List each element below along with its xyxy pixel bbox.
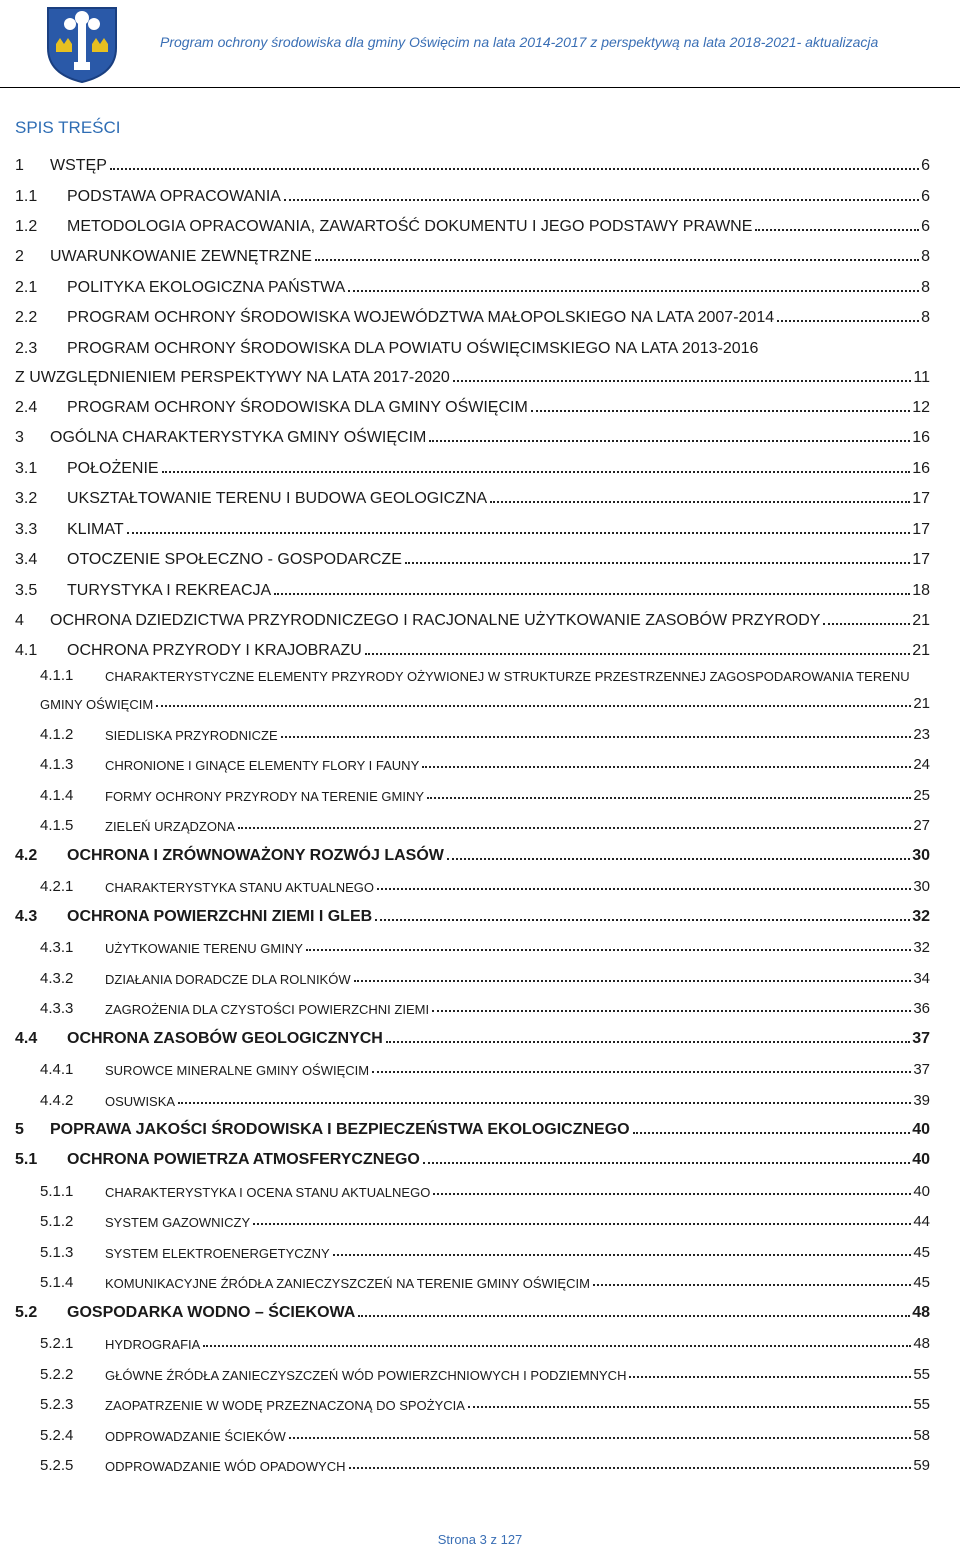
header-divider bbox=[0, 87, 960, 88]
toc-entry-number: 4.2 bbox=[15, 846, 38, 864]
toc-entry-title: UWARUNKOWANIE ZEWNĘTRZNE bbox=[50, 248, 312, 265]
toc-entry[interactable] bbox=[15, 1444, 930, 1475]
toc-entry-page: 39 bbox=[913, 1091, 930, 1109]
dot-leader bbox=[377, 887, 911, 890]
toc-entry[interactable] bbox=[15, 1048, 930, 1079]
toc-entry-page: 58 bbox=[913, 1426, 930, 1444]
toc-entry-title: ODPROWADZANIE ŚCIEKÓW bbox=[105, 1428, 286, 1444]
toc-entry-page: 24 bbox=[913, 756, 930, 773]
toc-entry-title: METODOLOGIA OPRACOWANIA, ZAWARTOŚĆ DOKUMENTU I JEGO PODSTAWY PRAWNE bbox=[67, 218, 753, 235]
toc-entry-number: 2.1 bbox=[15, 278, 38, 296]
dot-leader bbox=[289, 1436, 912, 1439]
toc-entry-page: 55 bbox=[913, 1365, 930, 1383]
toc-entry-title: OTOCZENIE SPOŁECZNO - GOSPODARCZE bbox=[67, 551, 402, 568]
toc-entry-page: 44 bbox=[913, 1213, 930, 1230]
toc-entry[interactable] bbox=[15, 743, 930, 774]
dot-leader bbox=[284, 198, 919, 201]
toc-entry-number: 4.3.3 bbox=[40, 1000, 74, 1017]
dot-leader bbox=[156, 704, 911, 707]
dot-leader bbox=[777, 319, 919, 322]
toc-entry-title: HYDROGRAFIA bbox=[105, 1337, 201, 1352]
toc-entry-number: 4.1 bbox=[15, 642, 38, 659]
toc-entry-title: SIEDLISKA PRZYRODNICZE bbox=[105, 727, 278, 743]
toc-entry-number: 5.2.4 bbox=[40, 1426, 74, 1444]
dot-leader bbox=[333, 1253, 912, 1256]
toc-entry-number: 3.5 bbox=[15, 581, 38, 599]
toc-entry-title: OCHRONA I ZRÓWNOWAŻONY ROZWÓJ LASÓW bbox=[67, 846, 444, 864]
toc-entry-number: 2.4 bbox=[15, 399, 38, 416]
toc-entry-title: PROGRAM OCHRONY ŚRODOWISKA WOJEWÓDZTWA MAŁOPOLSKIEGO NA LATA 2007-2014 bbox=[67, 309, 775, 326]
toc-entry-title: POLITYKA EKOLOGICZNA PAŃSTWA bbox=[67, 278, 346, 296]
toc-entry-page: 48 bbox=[912, 1303, 930, 1321]
document-title: Program ochrony środowiska dla gminy Oświęcim na lata 2014-2017 z perspektywą na lata 2018-2021- aktualizacja bbox=[160, 34, 879, 50]
toc-entry[interactable] bbox=[15, 569, 930, 600]
dot-leader bbox=[253, 1222, 911, 1225]
toc-entry-page: 34 bbox=[913, 969, 930, 987]
toc-entry[interactable] bbox=[15, 1413, 930, 1444]
toc-entry-page: 6 bbox=[921, 187, 930, 205]
toc-entry-page: 40 bbox=[913, 1182, 930, 1200]
toc-entry-page: 37 bbox=[912, 1029, 930, 1047]
dot-leader bbox=[110, 167, 919, 170]
toc-entry-page: 32 bbox=[913, 939, 930, 956]
toc-entry-title: OGÓLNA CHARAKTERYSTYKA GMINY OŚWIĘCIM bbox=[50, 429, 427, 446]
toc-entry-number: 1 bbox=[15, 157, 24, 174]
toc-entry-title-continued: GMINY OŚWIĘCIM bbox=[40, 697, 154, 712]
toc-entry[interactable] bbox=[15, 1078, 930, 1109]
dot-leader bbox=[349, 1466, 912, 1469]
toc-entry[interactable] bbox=[15, 1200, 930, 1231]
toc-entry-page: 37 bbox=[913, 1061, 930, 1078]
toc-entry[interactable] bbox=[15, 236, 930, 266]
toc-entry-title: DZIAŁANIA DORADCZE DLA ROLNIKÓW bbox=[105, 971, 351, 987]
toc-entry[interactable] bbox=[15, 956, 930, 987]
toc-entry[interactable] bbox=[15, 926, 930, 957]
toc-entry-title-continued: Z UWZGLĘDNIENIEM PERSPEKTYWY NA LATA 2017-2020 bbox=[15, 368, 450, 386]
toc-entry[interactable] bbox=[15, 660, 930, 684]
toc-entry[interactable] bbox=[15, 1383, 930, 1414]
dot-leader bbox=[755, 228, 919, 231]
dot-leader bbox=[365, 652, 910, 655]
toc-entry[interactable] bbox=[15, 1291, 930, 1322]
toc-entry[interactable] bbox=[15, 1109, 930, 1139]
toc-entry-title: ODPROWADZANIE WÓD OPADOWYCH bbox=[105, 1459, 346, 1474]
toc-entry-number: 4.1.2 bbox=[40, 725, 74, 743]
toc-entry-title: ZAOPATRZENIE W WODĘ PRZEZNACZONĄ DO SPOŻYCIA bbox=[105, 1398, 465, 1413]
toc-entry-title: OCHRONA PRZYRODY I KRAJOBRAZU bbox=[67, 642, 362, 659]
toc-entry-number: 5.2 bbox=[15, 1303, 38, 1321]
toc-entry-number: 4.4.2 bbox=[40, 1091, 74, 1109]
toc-entry-number: 1.2 bbox=[15, 218, 38, 235]
toc-heading: SPIS TREŚCI bbox=[15, 118, 121, 137]
toc-entry-number: 3.3 bbox=[15, 520, 38, 538]
toc-entry-page: 11 bbox=[913, 368, 930, 386]
toc-entry-number: 4.3.2 bbox=[40, 969, 74, 987]
coat-of-arms-icon bbox=[44, 4, 120, 84]
toc-entry-page: 40 bbox=[912, 1151, 930, 1168]
toc-entry-page: 32 bbox=[912, 907, 930, 925]
toc-entry[interactable] bbox=[15, 773, 930, 804]
toc-entry[interactable] bbox=[15, 297, 930, 328]
toc-entry-page: 40 bbox=[912, 1120, 930, 1138]
dot-leader bbox=[593, 1283, 911, 1286]
dot-leader bbox=[427, 796, 911, 799]
toc-entry-page: 6 bbox=[921, 218, 930, 235]
toc-entry-page: 36 bbox=[913, 1000, 930, 1017]
toc-entry-page: 55 bbox=[913, 1396, 930, 1413]
toc-entry-number: 5.1.3 bbox=[40, 1243, 74, 1261]
toc-entry-page: 18 bbox=[912, 581, 930, 599]
dot-leader bbox=[386, 1040, 910, 1043]
toc-entry-page: 16 bbox=[912, 459, 930, 477]
dot-leader bbox=[422, 765, 911, 768]
toc-entry-page: 17 bbox=[912, 520, 930, 538]
toc-entry-number: 5.2.2 bbox=[40, 1365, 74, 1383]
dot-leader bbox=[447, 857, 910, 860]
dot-leader bbox=[468, 1405, 911, 1408]
dot-leader bbox=[315, 258, 919, 261]
toc-entry-title: KOMUNIKACYJNE ŹRÓDŁA ZANIECZYSZCZEŃ NA TERENIE GMINY OŚWIĘCIM bbox=[105, 1276, 590, 1291]
toc-entry-page: 45 bbox=[913, 1243, 930, 1261]
toc-entry-title: KLIMAT bbox=[67, 520, 124, 538]
toc-entry-page: 21 bbox=[912, 611, 930, 629]
dot-leader bbox=[633, 1131, 911, 1134]
toc-entry[interactable] bbox=[15, 508, 930, 539]
toc-entry-number: 5.2.3 bbox=[40, 1396, 74, 1413]
toc-entry-page: 8 bbox=[921, 278, 930, 296]
toc-entry[interactable] bbox=[15, 417, 930, 447]
toc-entry-continuation[interactable] bbox=[15, 684, 930, 712]
page-footer: Strona 3 z 127 bbox=[437, 1532, 523, 1547]
toc-entry[interactable] bbox=[15, 712, 930, 743]
toc-entry-page: 17 bbox=[912, 551, 930, 568]
toc-entry[interactable] bbox=[15, 266, 930, 297]
toc-entry-title: OCHRONA POWIERZCHNI ZIEMI I GLEB bbox=[67, 907, 373, 925]
toc-entry[interactable] bbox=[15, 539, 930, 570]
toc-entry[interactable] bbox=[15, 865, 930, 896]
toc-entry-number: 5.2.1 bbox=[40, 1335, 74, 1352]
toc-entry-number: 5 bbox=[15, 1120, 24, 1138]
toc-entry-title: OCHRONA ZASOBÓW GEOLOGICZNYCH bbox=[67, 1029, 383, 1047]
dot-leader bbox=[423, 1161, 910, 1164]
dot-leader bbox=[372, 1070, 911, 1073]
toc-entry[interactable] bbox=[15, 1230, 930, 1261]
toc-entry-page: 21 bbox=[913, 695, 930, 712]
dot-leader bbox=[238, 826, 911, 829]
toc-entry-number: 1.1 bbox=[15, 187, 38, 205]
toc-entry[interactable] bbox=[15, 206, 930, 237]
toc-entry-title: UKSZTAŁTOWANIE TERENU I BUDOWA GEOLOGICZNA bbox=[67, 490, 488, 507]
dot-leader bbox=[823, 622, 910, 625]
toc-entry-number: 5.1.1 bbox=[40, 1182, 74, 1200]
toc-entry-page: 21 bbox=[912, 642, 930, 659]
toc-entry-title: OCHRONA POWIETRZA ATMOSFERYCZNEGO bbox=[67, 1151, 420, 1168]
toc-entry[interactable] bbox=[15, 1322, 930, 1353]
toc-entry[interactable] bbox=[15, 987, 930, 1018]
toc-entry-page: 25 bbox=[913, 786, 930, 804]
dot-leader bbox=[306, 948, 911, 951]
toc-entry-number: 3.1 bbox=[15, 459, 38, 477]
toc-entry-page: 27 bbox=[913, 817, 930, 834]
dot-leader bbox=[127, 531, 911, 534]
toc-entry-number: 4 bbox=[15, 611, 24, 629]
dot-leader bbox=[178, 1101, 911, 1104]
dot-leader bbox=[274, 592, 910, 595]
toc-entry-title: CHARAKTERYSTYKA I OCENA STANU AKTUALNEGO bbox=[105, 1184, 431, 1200]
toc-entry[interactable] bbox=[15, 175, 930, 206]
toc-entry-title: UŻYTKOWANIE TERENU GMINY bbox=[105, 941, 303, 956]
toc-entry-number: 4.3.1 bbox=[40, 939, 74, 956]
toc-entry[interactable] bbox=[15, 630, 930, 661]
toc-entry-title: SYSTEM ELEKTROENERGETYCZNY bbox=[105, 1245, 330, 1261]
toc-entry-title: ZIELEŃ URZĄDZONA bbox=[105, 819, 236, 834]
dot-leader bbox=[162, 470, 911, 473]
table-of-contents bbox=[15, 145, 930, 1474]
toc-entry[interactable] bbox=[15, 478, 930, 509]
toc-entry-page: 30 bbox=[913, 878, 930, 895]
toc-entry-title: PROGRAM OCHRONY ŚRODOWISKA DLA POWIATU OŚWIĘCIMSKIEGO NA LATA 2013-2016 bbox=[67, 339, 759, 357]
toc-entry-number: 4.2.1 bbox=[40, 878, 74, 895]
toc-entry-page: 30 bbox=[912, 846, 930, 864]
toc-entry-number: 3.2 bbox=[15, 490, 38, 507]
dot-leader bbox=[203, 1344, 911, 1347]
toc-entry-number: 4.1.1 bbox=[40, 667, 74, 684]
toc-entry[interactable] bbox=[15, 895, 930, 926]
toc-entry-page: 17 bbox=[912, 490, 930, 507]
toc-entry-title: FORMY OCHRONY PRZYRODY NA TERENIE GMINY bbox=[105, 788, 425, 804]
toc-entry[interactable] bbox=[15, 1352, 930, 1383]
toc-entry-number: 5.1.4 bbox=[40, 1274, 74, 1291]
toc-entry-page: 8 bbox=[921, 309, 930, 326]
toc-entry-number: 4.1.3 bbox=[40, 756, 74, 773]
toc-entry-number: 4.4.1 bbox=[40, 1061, 74, 1078]
toc-entry-title: SUROWCE MINERALNE GMINY OŚWIĘCIM bbox=[105, 1063, 370, 1078]
toc-entry[interactable] bbox=[15, 1169, 930, 1200]
toc-entry-title: CHRONIONE I GINĄCE ELEMENTY FLORY I FAUNY bbox=[105, 758, 420, 773]
toc-entry-number: 4.1.5 bbox=[40, 817, 74, 834]
dot-leader bbox=[531, 409, 910, 412]
toc-entry-number: 5.2.5 bbox=[40, 1457, 74, 1474]
dot-leader bbox=[348, 289, 919, 292]
dot-leader bbox=[433, 1192, 911, 1195]
toc-entry-page: 23 bbox=[913, 725, 930, 743]
toc-entry-title: SYSTEM GAZOWNICZY bbox=[105, 1215, 251, 1230]
toc-entry-title: PODSTAWA OPRACOWANIA bbox=[67, 187, 281, 205]
toc-entry[interactable] bbox=[15, 1261, 930, 1292]
toc-entry-title: GOSPODARKA WODNO – ŚCIEKOWA bbox=[67, 1303, 356, 1321]
dot-leader bbox=[375, 918, 910, 921]
toc-entry-page: 6 bbox=[921, 157, 930, 174]
dot-leader bbox=[432, 1009, 911, 1012]
toc-entry-title: ZAGROŻENIA DLA CZYSTOŚCI POWIERZCHNI ZIEMI bbox=[105, 1002, 430, 1017]
toc-entry-number: 5.1.2 bbox=[40, 1213, 74, 1230]
toc-entry-page: 48 bbox=[913, 1335, 930, 1352]
toc-entry-number: 4.4 bbox=[15, 1029, 38, 1047]
page-header bbox=[0, 0, 960, 88]
toc-entry-number: 3 bbox=[15, 429, 24, 446]
toc-entry[interactable] bbox=[15, 804, 930, 835]
toc-entry[interactable] bbox=[15, 327, 930, 358]
toc-entry-number: 2 bbox=[15, 248, 24, 265]
toc-entry-page: 16 bbox=[912, 429, 930, 446]
toc-entry-title: CHARAKTERYSTYCZNE ELEMENTY PRZYRODY OŻYWIONEJ W STRUKTURZE PRZESTRZENNEJ ZAGOSPODAROWANIA TERENU bbox=[105, 669, 910, 684]
toc-entry-number: 2.3 bbox=[15, 339, 38, 357]
toc-entry-title: POPRAWA JAKOŚCI ŚRODOWISKA I BEZPIECZEŃSTWA EKOLOGICZNEGO bbox=[50, 1120, 630, 1138]
toc-entry[interactable] bbox=[15, 447, 930, 478]
toc-entry-title: OCHRONA DZIEDZICTWA PRZYRODNICZEGO I RACJONALNE UŻYTKOWANIE ZASOBÓW PRZYRODY bbox=[50, 611, 821, 629]
toc-entry-title: GŁÓWNE ŹRÓDŁA ZANIECZYSZCZEŃ WÓD POWIERZCHNIOWYCH I PODZIEMNYCH bbox=[105, 1367, 627, 1383]
toc-entry-title: TURYSTYKA I REKREACJA bbox=[67, 581, 272, 599]
toc-entry-number: 2.2 bbox=[15, 309, 38, 326]
toc-entry[interactable] bbox=[15, 1017, 930, 1048]
toc-entry-title: POŁOŻENIE bbox=[67, 459, 159, 477]
toc-entry[interactable] bbox=[15, 600, 930, 630]
toc-entry-page: 8 bbox=[921, 248, 930, 265]
toc-entry-number: 3.4 bbox=[15, 551, 38, 568]
toc-entry-continuation[interactable] bbox=[15, 358, 930, 387]
toc-entry-title: OSUWISKA bbox=[105, 1093, 176, 1109]
toc-entry-number: 5.1 bbox=[15, 1151, 38, 1168]
toc-entry-page: 12 bbox=[912, 399, 930, 416]
dot-leader bbox=[405, 561, 910, 564]
dot-leader bbox=[429, 439, 910, 442]
dot-leader bbox=[358, 1314, 910, 1317]
dot-leader bbox=[490, 500, 910, 503]
toc-entry-title: CHARAKTERYSTYKA STANU AKTUALNEGO bbox=[105, 880, 374, 895]
dot-leader bbox=[629, 1375, 911, 1378]
dot-leader bbox=[281, 735, 912, 738]
toc-entry-number: 4.3 bbox=[15, 907, 38, 925]
toc-entry[interactable] bbox=[15, 145, 930, 175]
toc-entry-page: 59 bbox=[913, 1457, 930, 1474]
toc-entry-page: 45 bbox=[913, 1274, 930, 1291]
dot-leader bbox=[354, 979, 912, 982]
toc-entry[interactable] bbox=[15, 1139, 930, 1170]
toc-entry[interactable] bbox=[15, 387, 930, 418]
dot-leader bbox=[453, 379, 912, 382]
toc-entry[interactable] bbox=[15, 834, 930, 865]
toc-entry-title: PROGRAM OCHRONY ŚRODOWISKA DLA GMINY OŚWIĘCIM bbox=[67, 399, 528, 416]
toc-entry-title: WSTĘP bbox=[50, 157, 107, 174]
toc-entry-number: 4.1.4 bbox=[40, 786, 74, 804]
